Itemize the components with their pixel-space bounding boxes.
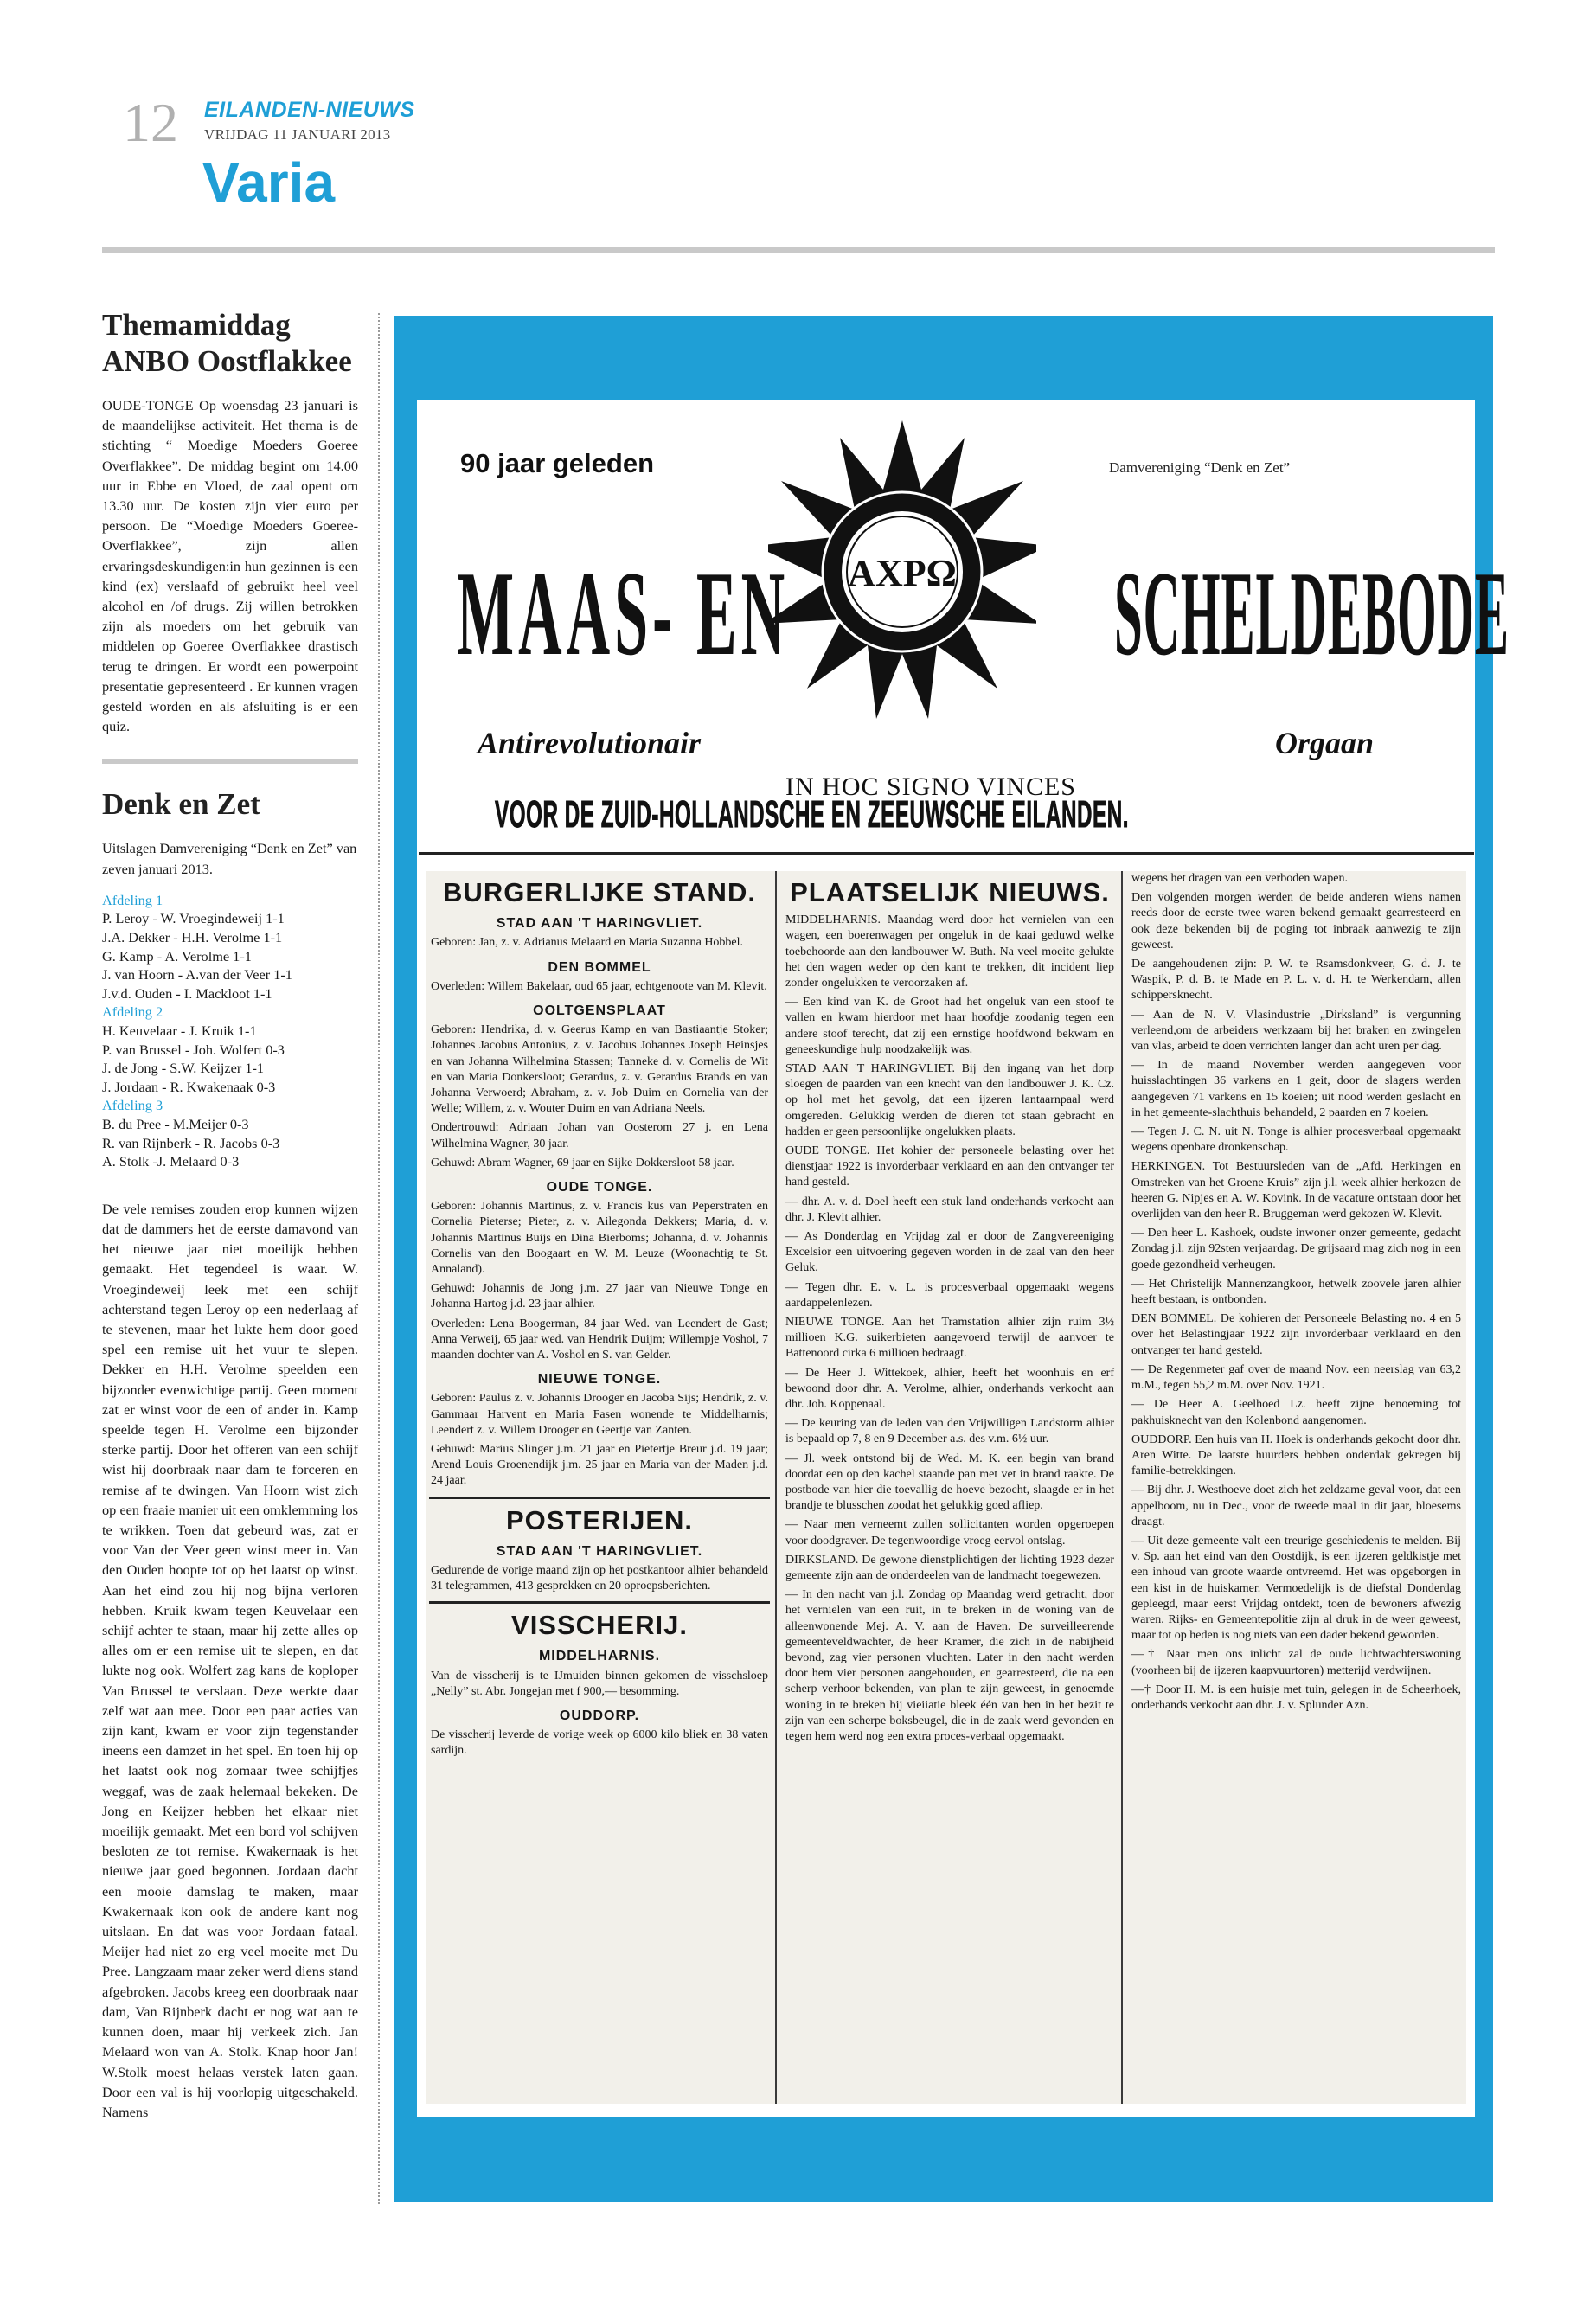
article-anbo <box>102 307 358 736</box>
results-list <box>102 891 358 1171</box>
news-rule <box>429 1601 770 1604</box>
news-paragraph: — Bij dhr. J. Westhoeve doet zich het zeldzame geval voor, dat een appelboom, nu in Dec., voor de tweede maal in dit jaar, bloesems draagt. <box>1131 1484 1461 1529</box>
news-subheading: OUDE TONGE. <box>546 1179 653 1195</box>
news-heading: VISSCHERIJ. <box>511 1610 688 1641</box>
result-item: G. Kamp - A. Verolme 1-1 <box>102 947 252 965</box>
masthead-region: VOOR DE ZUID-HOLLANDSCHE EN ZEEUWSCHE EILANDEN. <box>495 793 1130 836</box>
news-paragraph: — As Donderdag en Vrijdag zal er door de Zangvereeniging Excelsior een uitvoering gegeven worden in de zaal van den heer Geluk. <box>785 1229 1114 1275</box>
page-number: 12 <box>123 92 178 153</box>
news-subheading: MIDDELHARNIS. <box>538 1649 661 1664</box>
column-rule <box>775 871 777 2104</box>
article-body: OUDE-TONGE Op woensdag 23 januari is de maandelijkse activiteit. Het thema is de stichting “ Moedige Moeders Goeree Overflakkee”. De middag begint om 14.00 uur in Ebbe en Vloed, de zaal opent om 13.30 uur. De kosten zijn vier euro per persoon. De “Moedige Moeders Goeree- Overflakkee”, zijn allen ervaringsdeskundigen:in hun gezinnen is een kind (ex) verslaafd of gebruikt heel veel alcohol en /of drugs. Zij willen betrokken zijn als moeders om het gebruik van middelen op Goeree Overflakkee drastisch terug te dringen. Er wordt een powerpoint presentatie gepresenteerd . Er kunnen vragen gesteld worden en als afsluiting is er een quiz. <box>102 397 358 735</box>
news-paragraph: Gehuwd: Abram Wagner, 69 jaar en Sijke Dokkersloot 58 jaar. <box>431 1156 734 1170</box>
masthead-subtitle-left: Antirevolutionair <box>478 726 702 760</box>
result-item: B. du Pree - M.Meijer 0-3 <box>102 1115 249 1132</box>
news-paragraph: — De Regenmeter gaf over de maand Nov. een neerslag van 63,2 m.M., tegen 55,2 m.M. over Nov. 1921. <box>1131 1362 1461 1393</box>
historic-column-1 <box>426 871 773 2104</box>
news-paragraph: Den volgenden morgen werden de beide anderen wiens namen reeds door de eerste twee waren bekend gemaakt gearresteerd en ook deze bekenden bij de poging tot inbraak aanwezig te zijn geweest. <box>1131 891 1461 952</box>
article-intro: Uitslagen Damvereniging “Denk en Zet” van zeven januari 2013. <box>102 840 357 877</box>
masthead-motto: IN HOC SIGNO VINCES <box>785 772 1076 801</box>
news-subheading: OOLTGENSPLAAT <box>533 1003 666 1018</box>
historic-columns <box>426 871 1466 2104</box>
news-paragraph: Geboren: Jan, z. v. Adrianus Melaard en Maria Suzanna Hobbel. <box>431 936 744 950</box>
news-paragraph: — Naar men verneemt zullen sollicitanten worden opgeroepen voor doodgraver. De tegenwoordige vroeg eervol ontslag. <box>785 1518 1114 1548</box>
news-subheading: STAD AAN 'T HARINGVLIET. <box>496 1543 703 1559</box>
news-paragraph: DIRKSLAND. De gewone dienstplichtigen der lichting 1923 dezer gemeente zijn aan de onderdeelen van de landmacht toegewezen. <box>785 1553 1114 1583</box>
emblem-letters: AXPΩ <box>848 552 957 594</box>
news-paragraph: Gedurende de vorige maand zijn op het postkantoor alhier behandeld 31 telegrammen, 413 gesprekken en 20 oproepsberichten. <box>431 1563 768 1593</box>
result-item: H. Keuvelaar - J. Kruik 1-1 <box>102 1022 257 1040</box>
result-item: A. Stolk -J. Melaard 0-3 <box>102 1153 240 1170</box>
news-paragraph: Geboren: Hendrika, d. v. Geerus Kamp en van Bastiaantje Stoker; Johannes Jacobus Antonius, z. v. Jacobus Johannes Joseph Heinsjes en van Johanna Wilhelmina Stassen; Tanneke d. v. Cornelis de Wit en van Maria Donkersloot; Gerardus, z. v. Gerardus Brands en van Johanna Verwoerd; Abraham, z. v. Job Duim en Cornelia van der Welle; Willem, z. v. Wouter Duim en van Adriana Neels. <box>431 1023 768 1116</box>
historic-column-3 <box>1126 871 1466 2104</box>
news-subheading: NIEUWE TONGE. <box>537 1372 662 1388</box>
news-heading: POSTERIJEN. <box>506 1504 693 1535</box>
masthead-left: MAAS- EN <box>457 547 790 681</box>
news-paragraph: — Aan de N. V. Vlasindustrie „Dirksland” is vergunning verleend,om de arbeiders werkzaam bij het braken en zwingelen van vlas, arbeid te doen verrichten langer dan acht uren per dag. <box>1131 1008 1461 1054</box>
news-paragraph: — Uit deze gemeente valt een treurige geschiedenis te melden. Bij v. Sp. aan het eind van den Oostdijk, is een ijzeren geldkistje met een inhoud van groote waarde ontvreemd. Het was opgeborgen in een kist in de huiskamer. Vermoedelijk is de diefstal Donderdag gepleegd, maar eerst Vrijdag ontdekt, toen de bewoners afwezig waren. Rijks- en Gemeentepolitie zijn al druk in de weer geweest, maar tot op heden is nog niets van een dader bekend geworden. <box>1131 1534 1461 1643</box>
news-paragraph: — In den nacht van j.l. Zondag op Maandag werd getracht, door het vernielen van een ruit, in te breken in de woning van de alleenwonende Mej. A. V. aan de Haven. De surveilleerende gemeenteveldwachter, de heer Kramer, die zich in de nabijheid bevond, zag vier personen vluchten. Later in den nacht werden door hem vier personen aangehouden, en gearresteerd, die na een scherp verhoor bekenden, van plan te zijn geweest, in genoemde woning in te breken bij vieiiatie bleek één van hen in het bezit te zijn van een scherpe boksbeugel, die in de zaak werd gevonden en tegen hem werd nog een extra proces-verbaal opgemaakt. <box>785 1588 1114 1744</box>
newspaper-name: EILANDEN-NIEUWS <box>204 98 415 122</box>
news-paragraph: DEN BOMMEL. De kohieren der Personeele Belasting no. 4 en 5 over het Belastingjaar 1922 zijn invorderbaar verklaard en den ontvanger ter hand gesteld. <box>1131 1312 1461 1357</box>
result-item: J. de Jong - S.W. Keijzer 1-1 <box>102 1060 265 1077</box>
news-paragraph: wegens het dragen van een verboden wapen. <box>1131 872 1348 885</box>
news-subheading: OUDDORP. <box>559 1708 640 1723</box>
news-heading: PLAATSELIJK NIEUWS. <box>790 877 1110 907</box>
news-paragraph: — In de maand November werden aangegeven voor huisslachtingen 36 varkens en 1 geit, door de slagers werden aangegeven 71 varkens en 15 koeien; uit nood werden geslacht en in het gemeente-slachthuis behandeld, 2 paarden en 7 koeien. <box>1131 1059 1461 1119</box>
news-paragraph: Geboren: Paulus z. v. Johannis Drooger en Jacoba Sijs; Hendrik, z. v. Gammaar Harvent en Maria Fasen wonende te Middelharnis; Leendert z. v. Willem Drooger en Geertje van Zanten. <box>431 1392 768 1437</box>
news-paragraph: De visscherij leverde de vorige week op 6000 kilo bliek en 38 vaten sardijn. <box>431 1728 768 1758</box>
result-item: J.A. Dekker - H.H. Verolme 1-1 <box>102 929 283 946</box>
masthead-right: SCHELDEBODE <box>1114 547 1509 681</box>
news-heading: BURGERLIJKE STAND. <box>443 877 756 907</box>
news-paragraph: Gehuwd: Johannis de Jong j.m. 27 jaar van Nieuwe Tonge en Johanna Hartog j.d. 23 jaar alhier. <box>431 1282 768 1311</box>
news-paragraph: OUDDORP. Een huis van H. Hoek is onderhands gekocht door dhr. Aren Witte. De laatste huurders hebben onderdak gekregen bij familie-betrekkingen. <box>1131 1433 1461 1478</box>
news-paragraph: STAD AAN 'T HARINGVLIET. Bij den ingang van het dorp sloegen de paarden van een knecht van den landbouwer J. K. Cz. op hol met het gevolg, dat een ijzeren lantaarnpaal werd omgereden. Gelukkig werden de dieren tot staan gebracht en hadden er geen persoonlijke ongelukken plaats. <box>785 1061 1114 1138</box>
division-heading: Afdeling 2 <box>102 1003 163 1021</box>
star-emblem-icon <box>768 412 1036 758</box>
result-item: J.v.d. Ouden - I. Mackloot 1-1 <box>102 984 272 1002</box>
left-column <box>102 307 358 2122</box>
article-body: De vele remises zouden erop kunnen wijzen dat de dammers het de eerste damavond van het nieuwe jaar niet moeilijk hebben gemaakt. Het tegendeel is waar. W. Vroegindeweij leek met een schijf achterstand tegen Leroy op een nederlaag af te stevenen, maar het lukte hem door goed spel een remise uit het vuur te slepen. Dekker en H.H. Verolme speelden een bijzonder evenwichtige partij. Geen moment zat er winst voor de een of ander in. Kamp speelde tegen H. Verolme een bijzonder sterke partij. Door het offeren van een schijf wist hij doorbraak naar dam te forceren en remise af te dwingen. Van Hoorn wist zich op een fraaie manier uit een omklemming los te wrikken. Toen dat gebeurd was, zat er voor Van der Veer geen winst meer in. Van den Ouden hoopte tot op het laatst op winst. Aan het eind zou hij nog bijna verloren hebben. Kruik kwam tegen Keuvelaar een schijf achter te staan, maar hij zette alles op alles om er een remise uit te slepen, en dat lukte nog ook. Wolfert zag kans de koploper Van Brussel te verslaan. Deze werkte daar zelf wat aan mee. Door een paar acties van zijn kant, kwam er voor zijn tegenstander ineens een damzet in het spel. En toen hij op het laatst ook nog zomaar twee schijfjes weggaf, was de zaak helemaal bekeken. De Jong en Keijzer hebben het elkaar niet moeilijk gemaakt. Met een bord vol schijven besloten ze tot remise. Kwakernaak is het nieuwe jaar goed begonnen. Jordaan dacht een mooie damslag te maken, maar Kwakernaak kon ook de andere kant nog uitslaan. En dat was voor Jordaan fataal. Meijer had niet zo erg veel moeite met Du Pree. Langzaam maar zeker werd diens stand afgebroken. Jacobs kreeg een doorbraak naar dam, Van Rijnberk dacht er nog wat aan te kunnen doen, maar hij verkeek zich. Jan Melaard won van A. Stolk. Knap hoor Jan! W.Stolk moest helaas verstek laten gaan. Door een val is hij voorlopig uitgeschakeld. Namens <box>102 1200 358 2120</box>
news-paragraph: Gehuwd: Marius Slinger j.m. 21 jaar en Pietertje Breur j.d. 19 jaar; Arend Louis Groenendijk j.m. 25 jaar en Maria van der Maden j.d. 24 jaar. <box>431 1442 768 1488</box>
article-title: Denk en Zet <box>102 787 260 822</box>
masthead-rule <box>419 852 1474 855</box>
news-paragraph: Ondertrouwd: Adriaan Johan van Oosterom 27 j. en Lena Wilhelmina Wagner, 30 jaar. <box>431 1121 768 1150</box>
masthead-subtitle-right: Orgaan <box>1275 726 1375 760</box>
column-divider <box>378 313 380 2204</box>
news-paragraph: — Den heer L. Kashoek, oudste inwoner onzer gemeente, gedacht Zondag j.l. zijn 92sten verjaardag. De grijsaard mag zich nog in een goede gezondheid verheugen. <box>1131 1227 1461 1272</box>
news-paragraph: MIDDELHARNIS. Maandag werd door het vernielen van een wagen, een boerenwagen per ongeluk in de kaai geduwd welke toebehoorde aan den landbouwer W. Buth. Na veel moeite gelukte het den wagen weder op den kant te trekken, dit incident liep zonder ongelukken te veroorzaken af. <box>785 913 1114 990</box>
result-item: J. Jordaan - R. Kwakenaak 0-3 <box>102 1078 276 1095</box>
historic-column-2 <box>780 871 1119 2104</box>
news-paragraph: Overleden: Willem Bakelaar, oud 65 jaar, echtgenoote van M. Klevit. <box>431 979 767 993</box>
result-item: P. Leroy - W. Vroegindeweij 1-1 <box>102 910 285 927</box>
news-paragraph: — De Heer A. Geelhoed Lz. heeft zijne benoeming tot pakhuisknecht van den Kolenbond aangenomen. <box>1131 1398 1461 1427</box>
result-item: P. van Brussel - Joh. Wolfert 0-3 <box>102 1041 285 1058</box>
issue-date: VRIJDAG 11 JANUARI 2013 <box>204 126 391 143</box>
news-rule <box>429 1497 770 1499</box>
header-divider <box>102 247 1495 253</box>
news-paragraph: — De keuring van de leden van den Vrijwilligen Landstorm alhier is bepaald op 7, 8 en 9 December a.s. des v.m. 6½ uur. <box>785 1417 1114 1446</box>
news-paragraph: Geboren: Johannis Martinus, z. v. Francis kus van Peperstraten en Cornelia Pieterse; Pieter, z. v. Ailegonda Dekkers; Maria, d. v. Johannis Martinus Buijs en Dina Bierboms; Johanna, d. v. Johannis Cornelis van den Boogaart en W. M. Leuze (Woonachtig te St. Annaland). <box>431 1200 768 1276</box>
news-paragraph: — De Heer J. Wittekoek, alhier, heeft het woonhuis en erf bewoond door dhr. A. Verolme, alhier, onderhands verkocht aan dhr. Joh. Koppenaal. <box>785 1366 1114 1411</box>
article-title: Themamiddag ANBO Oostflakkee <box>102 308 352 378</box>
result-item: J. van Hoorn - A.van der Veer 1-1 <box>102 966 292 984</box>
division-heading: Afdeling 3 <box>102 1097 163 1114</box>
news-paragraph: —† Naar men ons inlicht zal de oude lichtwachterswoning (voorheen bij de ijzeren kaapvuurtoren) metterijd verdwijnen. <box>1131 1648 1461 1677</box>
news-paragraph: OUDE TONGE. Het kohier der personeele belasting over het dienstjaar 1922 is invorderbaar verklaard en aan den ontvanger ter hand gesteld. <box>785 1144 1114 1189</box>
result-item: R. van Rijnberk - R. Jacobs 0-3 <box>102 1134 280 1151</box>
news-paragraph: Van de visscherij is te IJmuiden binnen gekomen de visschsloep „Nelly” st. Abr. Jongejan met f 900,— besomming. <box>431 1669 768 1698</box>
news-paragraph: NIEUWE TONGE. Aan het Tramstation alhier zijn ruim 3½ millioen K.G. suikerbieten aangevoerd terwijl de aanvoer te Battenoord cirka 6 millioen bedraagt. <box>785 1315 1114 1361</box>
division-heading: Afdeling 1 <box>102 891 163 908</box>
news-subheading: STAD AAN 'T HARINGVLIET. <box>496 916 703 932</box>
ninety-years-label: 90 jaar geleden <box>460 448 655 478</box>
news-paragraph: — Tegen dhr. E. v. L. is procesverbaal opgemaakt wegens aardappelenlezen. <box>785 1280 1114 1310</box>
news-subheading: DEN BOMMEL <box>548 959 651 975</box>
article-denk-en-zet <box>102 786 358 2122</box>
news-paragraph: — Een kind van K. de Groot had het ongeluk van een stoof te vallen en kwam hierdoor met haar hoofdje zoodanig tegen een andere stoof terecht, dat zij een ernstige hoofdwond bekwam en geneeskundige hulp noodzakelijk was. <box>785 996 1114 1056</box>
news-paragraph: — Het Christelijk Mannenzangkoor, hetwelk zoovele jaren alhier heeft bestaan, is ontbonden. <box>1131 1277 1461 1307</box>
news-paragraph: — Jl. week ontstond bij de Wed. M. K. een begin van brand doordat een op den kachel staande pan met vet in brand raakte. De postbode van hier die toevallig de hoeve bezocht, slaagde er in het brandje te blusschen zoodat het gelukkig goed afliep. <box>785 1452 1114 1513</box>
news-paragraph: — Tegen J. C. N. uit N. Tonge is alhier procesverbaal opgemaakt wegens openbare dronkenschap. <box>1131 1125 1461 1155</box>
news-paragraph: De aangehoudenen zijn: P. W. te Rsamsdonkveer, G. d. J. te Waspik, P. d. B. te Made en P. L. v. d. H. te Werkendam, allen schippersknecht. <box>1131 958 1461 1003</box>
column-rule <box>1121 871 1123 2104</box>
news-paragraph: Overleden: Lena Boogerman, 84 jaar Wed. van Leendert de Gast; Anna Verweij, 65 jaar wed. van Hendrik Duijm; Willempje Voshol, 7 maanden dochter van A. Voshol en S. van Gelder. <box>431 1317 768 1362</box>
article-divider <box>102 759 358 764</box>
news-paragraph: — dhr. A. v. d. Doel heeft een stuk land onderhands verkocht aan dhr. J. Klevit alhier. <box>785 1195 1114 1224</box>
news-paragraph: —† Door H. M. is een huisje met tuin, gelegen in de Scheerhoek, onderhands verkocht aan dhr. J. v. Splunder Azn. <box>1131 1682 1461 1712</box>
section-title: Varia <box>202 151 336 214</box>
news-paragraph: HERKINGEN. Tot Bestuursleden van de „Afd. Herkingen en Omstreken van het Groene Kruis” zijn j.l. week alhier herkozen de heeren G. Nipjes en A. W. Kovink. In de vacature ontstaan door het overlijden van den heer R. Bruggeman werd gekozen W. Klevit. <box>1131 1160 1461 1221</box>
photo-caption: Damvereniging “Denk en Zet” <box>1109 459 1291 476</box>
